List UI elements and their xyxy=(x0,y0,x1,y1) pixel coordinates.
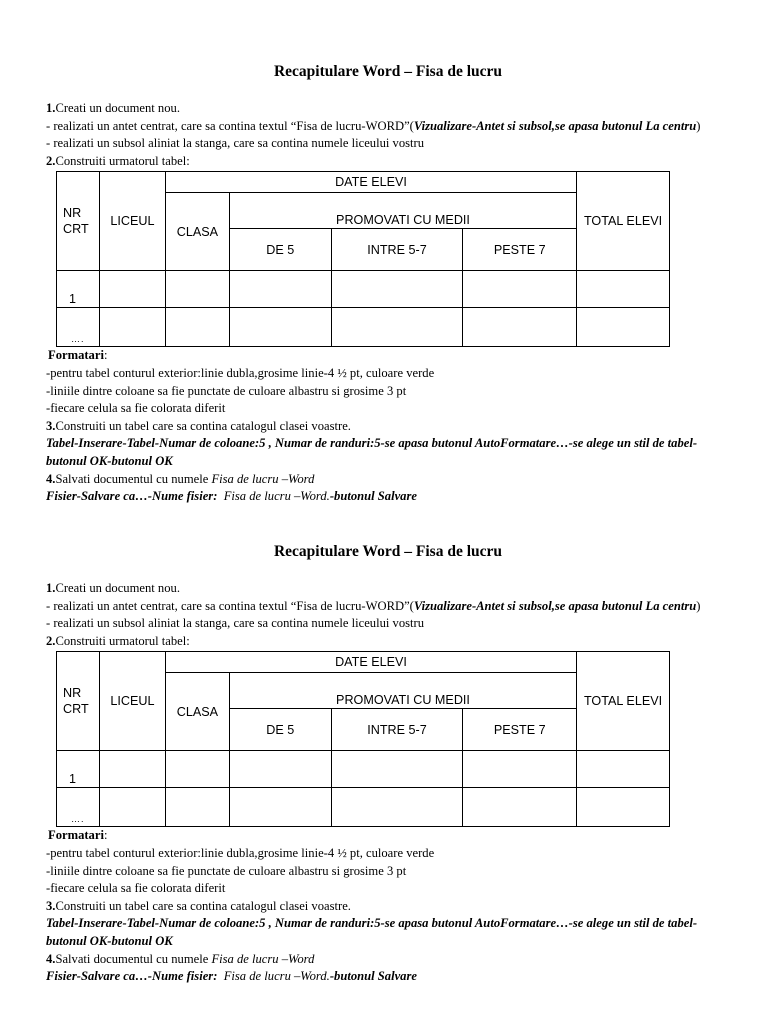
header-promovati: PROMOVATI CU MEDII xyxy=(229,193,576,229)
step1-header-instruction xyxy=(46,118,730,136)
header-peste: PESTE 7 xyxy=(463,709,577,751)
header-liceul: LICEUL xyxy=(99,652,165,751)
table-cell xyxy=(577,271,670,308)
step2-line xyxy=(46,633,730,651)
header-total-elevi: TOTAL ELEVI xyxy=(577,172,670,271)
step2-text: Construiti urmatorul tabel: xyxy=(55,633,190,648)
step1-number: 1. xyxy=(46,581,56,595)
step3-number: 3. xyxy=(46,898,56,913)
formatari-item: -fiecare celula sa fie colorata diferit xyxy=(46,881,226,896)
table-row-2-nr: …. xyxy=(57,788,100,827)
formatari-colon: : xyxy=(103,348,108,363)
table-row-1-nr: 1 xyxy=(57,751,100,788)
header-peste: PESTE 7 xyxy=(463,229,577,271)
step3-instruction: Tabel-Inserare-Tabel-Numar de coloane:5 , Numar de randuri:5-se apasa butonul AutoFormatare…-se alege un stil de tabel-butonul OK-butonul OK xyxy=(46,916,698,948)
formatari-item: -pentru tabel conturul exterior:linie dubla,grosime linie-4 ½ pt, culoare verde xyxy=(46,845,435,860)
formatari-label: Formatari xyxy=(48,348,104,363)
step4-instr-filename: Fisa de lucru –Word. xyxy=(217,969,330,984)
header-date-elevi: DATE ELEVI xyxy=(165,652,576,673)
step3-text: Construiti un tabel care sa contina catalogul clasei voastre. xyxy=(55,898,351,913)
step4-text: Salvati documentul cu numele xyxy=(55,951,212,966)
table-cell xyxy=(165,788,229,827)
step1-line xyxy=(46,100,730,118)
table-cell xyxy=(99,751,165,788)
table-cell xyxy=(463,271,577,308)
table-cell xyxy=(165,308,229,347)
table-cell xyxy=(331,271,463,308)
step1-line xyxy=(46,580,730,598)
table-cell xyxy=(99,271,165,308)
header-total-elevi: TOTAL ELEVI xyxy=(577,652,670,751)
table-cell xyxy=(165,751,229,788)
step4-instr-filename: Fisa de lucru –Word. xyxy=(217,489,330,504)
step4-filename: Fisa de lucru –Word xyxy=(211,471,315,486)
step3-number: 3. xyxy=(46,418,56,433)
header-instruction-text: - realizati un antet centrat, care sa contina textul “Fisa de lucru-WORD”( xyxy=(46,118,414,133)
formatari-item: -pentru tabel conturul exterior:linie dubla,grosime linie-4 ½ pt, culoare verde xyxy=(46,365,435,380)
header-intre: INTRE 5-7 xyxy=(331,709,463,751)
table-cell xyxy=(463,788,577,827)
table-cell xyxy=(577,788,670,827)
table-cell xyxy=(165,271,229,308)
step1-number: 1. xyxy=(46,101,56,115)
student-data-table xyxy=(56,651,670,827)
step2-line xyxy=(46,153,730,171)
header-clasa: CLASA xyxy=(165,193,229,271)
table-cell xyxy=(99,788,165,827)
formatari-heading xyxy=(48,827,730,845)
student-data-table xyxy=(56,171,670,347)
worksheet-section-1 xyxy=(46,60,730,506)
header-instruction-close: ) xyxy=(696,118,701,133)
header-de5: DE 5 xyxy=(229,709,331,751)
step4-instruction xyxy=(46,968,730,986)
table-cell xyxy=(99,308,165,347)
table-cell xyxy=(229,271,331,308)
formatari-label: Formatari xyxy=(48,828,104,843)
header-instruction-close: ) xyxy=(696,598,701,613)
step4-save-button-label: -butonul Salvare xyxy=(329,489,417,504)
table-cell xyxy=(229,308,331,347)
table-cell xyxy=(331,308,463,347)
step4-number: 4. xyxy=(46,951,56,966)
step1-footer-instruction: - realizati un subsol aliniat la stanga, care sa contina numele liceului vostru xyxy=(46,136,425,151)
header-intre: INTRE 5-7 xyxy=(331,229,463,271)
header-nr-crt: NR CRT xyxy=(57,172,100,271)
table-cell xyxy=(229,751,331,788)
header-instruction-text: - realizati un antet centrat, care sa contina textul “Fisa de lucru-WORD”( xyxy=(46,598,414,613)
step1-header-instruction xyxy=(46,598,730,616)
step3-text: Construiti un tabel care sa contina catalogul clasei voastre. xyxy=(55,418,351,433)
step3-line xyxy=(46,898,730,916)
step4-line xyxy=(46,471,730,489)
formatari-heading xyxy=(48,347,730,365)
step3-instruction: Tabel-Inserare-Tabel-Numar de coloane:5 , Numar de randuri:5-se apasa butonul AutoFormatare…-se alege un stil de tabel-butonul OK-butonul OK xyxy=(46,436,698,468)
step1-text: Creati un document nou. xyxy=(55,101,180,115)
step4-save-button-label: -butonul Salvare xyxy=(329,969,417,984)
worksheet-title: Recapitulare Word – Fisa de lucru xyxy=(273,63,503,80)
header-de5: DE 5 xyxy=(229,229,331,271)
worksheet-section-2 xyxy=(46,540,730,986)
step4-text: Salvati documentul cu numele xyxy=(55,471,212,486)
header-clasa: CLASA xyxy=(165,673,229,751)
header-instruction-menu-path: Vizualizare-Antet si subsol,se apasa butonul La centru xyxy=(413,598,697,613)
table-cell xyxy=(229,788,331,827)
header-promovati: PROMOVATI CU MEDII xyxy=(229,673,576,709)
formatari-item: -liniile dintre coloane sa fie punctate de culoare albastru si grosime 3 pt xyxy=(46,383,407,398)
step4-menu-path: Fisier-Salvare ca…-Nume fisier: xyxy=(46,489,218,504)
table-cell xyxy=(577,308,670,347)
table-cell xyxy=(331,751,463,788)
step2-number: 2. xyxy=(46,153,56,168)
table-row-2-nr: …. xyxy=(57,308,100,347)
table-cell xyxy=(463,308,577,347)
table-cell xyxy=(577,751,670,788)
step4-instruction xyxy=(46,488,730,506)
step1-text: Creati un document nou. xyxy=(55,581,180,595)
formatari-item: -fiecare celula sa fie colorata diferit xyxy=(46,401,226,416)
formatari-colon: : xyxy=(103,828,108,843)
table-cell xyxy=(331,788,463,827)
step4-line xyxy=(46,951,730,969)
step2-number: 2. xyxy=(46,633,56,648)
step1-footer-instruction: - realizati un subsol aliniat la stanga, care sa contina numele liceului vostru xyxy=(46,616,425,631)
step2-text: Construiti urmatorul tabel: xyxy=(55,153,190,168)
formatari-item: -liniile dintre coloane sa fie punctate de culoare albastru si grosime 3 pt xyxy=(46,863,407,878)
header-instruction-menu-path: Vizualizare-Antet si subsol,se apasa butonul La centru xyxy=(413,118,697,133)
header-nr-crt: NR CRT xyxy=(57,652,100,751)
header-liceul: LICEUL xyxy=(99,172,165,271)
step4-filename: Fisa de lucru –Word xyxy=(211,951,315,966)
table-row-1-nr: 1 xyxy=(57,271,100,308)
table-cell xyxy=(463,751,577,788)
step4-menu-path: Fisier-Salvare ca…-Nume fisier: xyxy=(46,969,218,984)
header-date-elevi: DATE ELEVI xyxy=(165,172,576,193)
step4-number: 4. xyxy=(46,471,56,486)
worksheet-title: Recapitulare Word – Fisa de lucru xyxy=(273,543,503,560)
step3-line xyxy=(46,418,730,436)
